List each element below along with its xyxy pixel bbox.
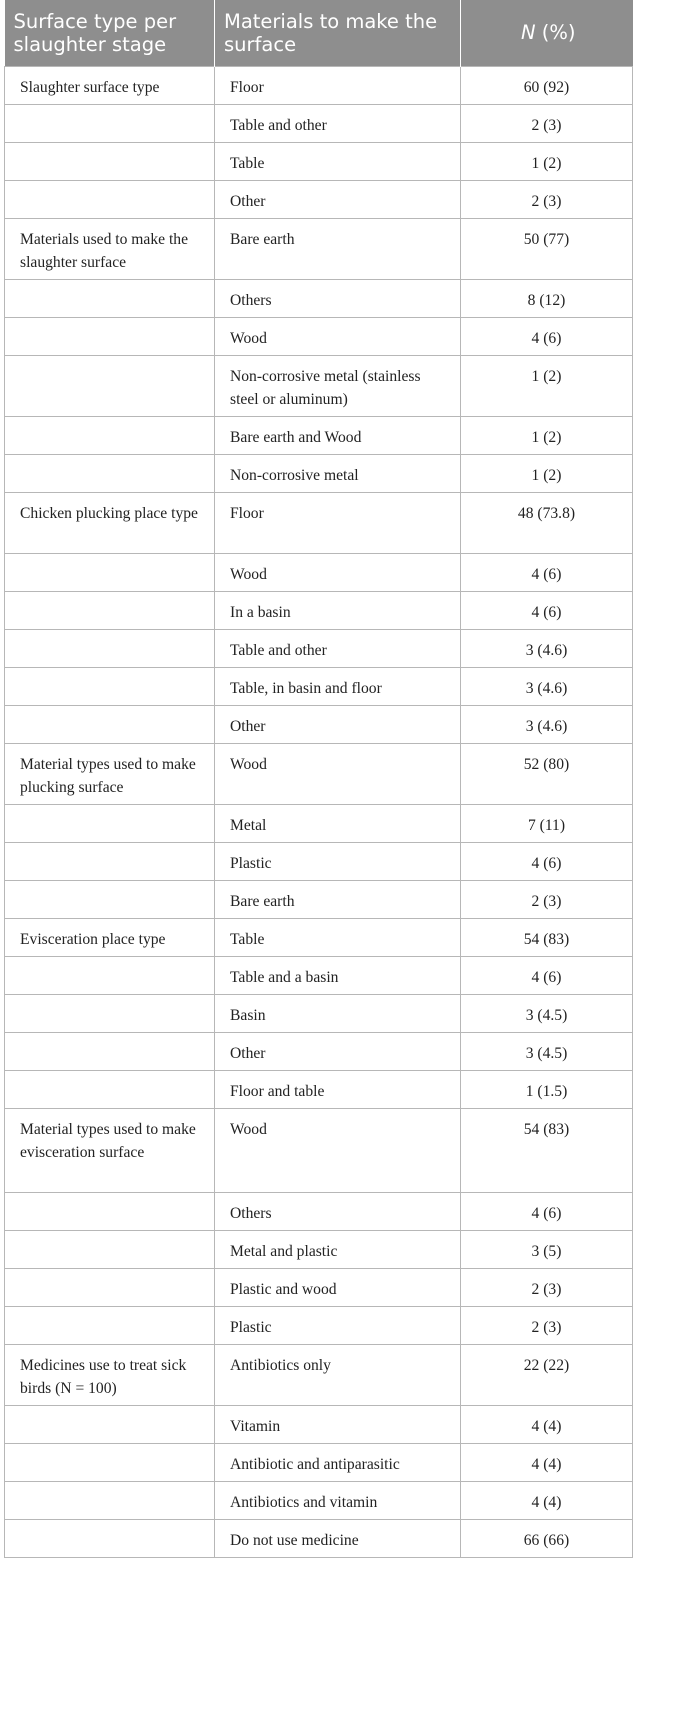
category-cell [5,355,215,416]
header-n-percent [461,0,633,66]
material-cell: Floor and table [215,1070,461,1108]
material-cell: Other [215,1032,461,1070]
material-cell: Antibiotic and antiparasitic [215,1443,461,1481]
category-cell [5,591,215,629]
table-row [5,804,633,842]
category-cell: Materials used to make the slaughter surface [5,218,215,279]
n-percent-cell: 3 (4.6) [461,629,633,667]
material-cell: In a basin [215,591,461,629]
material-cell: Others [215,279,461,317]
n-percent-cell: 54 (83) [461,1108,633,1192]
material-cell: Table, in basin and floor [215,667,461,705]
table-row [5,880,633,918]
table-header-row [5,0,633,66]
category-cell [5,804,215,842]
material-cell: Vitamin [215,1405,461,1443]
table-row [5,1268,633,1306]
n-percent-cell: 4 (6) [461,591,633,629]
category-cell [5,180,215,218]
table-body [5,66,633,1557]
n-percent-cell: 60 (92) [461,66,633,104]
material-cell: Other [215,705,461,743]
material-cell: Non-corrosive metal [215,454,461,492]
material-cell: Wood [215,743,461,804]
category-cell [5,994,215,1032]
table-row [5,1192,633,1230]
table-row [5,705,633,743]
material-cell: Antibiotics only [215,1344,461,1405]
category-cell [5,142,215,180]
material-cell: Floor [215,66,461,104]
category-cell [5,1405,215,1443]
n-percent-cell: 3 (4.5) [461,1032,633,1070]
table-row [5,591,633,629]
n-percent-cell: 7 (11) [461,804,633,842]
category-cell [5,279,215,317]
table-row [5,743,633,804]
table-row [5,66,633,104]
category-cell: Evisceration place type [5,918,215,956]
n-percent-cell: 52 (80) [461,743,633,804]
table-row [5,142,633,180]
table-row [5,355,633,416]
n-percent-cell: 4 (6) [461,956,633,994]
n-percent-cell: 4 (4) [461,1443,633,1481]
table-row [5,1481,633,1519]
material-cell: Table [215,142,461,180]
material-cell: Bare earth and Wood [215,416,461,454]
header-n-symbol: N [520,21,536,45]
material-cell: Wood [215,317,461,355]
material-cell: Metal [215,804,461,842]
table-row [5,1405,633,1443]
table-row [5,180,633,218]
table-row [5,1070,633,1108]
n-percent-cell: 4 (6) [461,553,633,591]
n-percent-cell: 3 (4.6) [461,705,633,743]
table-row [5,1443,633,1481]
category-cell: Slaughter surface type [5,66,215,104]
n-percent-cell: 1 (1.5) [461,1070,633,1108]
material-cell: Table and other [215,629,461,667]
n-percent-cell: 4 (4) [461,1405,633,1443]
category-cell [5,317,215,355]
table-row [5,918,633,956]
material-cell: Basin [215,994,461,1032]
n-percent-cell: 3 (5) [461,1230,633,1268]
category-cell: Material types used to make evisceration surface [5,1108,215,1192]
table-row [5,492,633,553]
table-row [5,1344,633,1405]
table-row [5,667,633,705]
table-row [5,218,633,279]
n-percent-cell: 2 (3) [461,104,633,142]
header-percent-label: (%) [535,21,576,45]
table-row [5,994,633,1032]
n-percent-cell: 1 (2) [461,454,633,492]
category-cell: Chicken plucking place type [5,492,215,553]
table-row [5,842,633,880]
n-percent-cell: 8 (12) [461,279,633,317]
n-percent-cell: 2 (3) [461,1268,633,1306]
material-cell: Table and a basin [215,956,461,994]
n-percent-cell: 4 (4) [461,1481,633,1519]
category-cell [5,1070,215,1108]
n-percent-cell: 3 (4.6) [461,667,633,705]
material-cell: Do not use medicine [215,1519,461,1557]
category-cell [5,1519,215,1557]
category-cell [5,1268,215,1306]
n-percent-cell: 1 (2) [461,142,633,180]
category-cell [5,454,215,492]
n-percent-cell: 4 (6) [461,317,633,355]
material-cell: Bare earth [215,218,461,279]
material-cell: Others [215,1192,461,1230]
category-cell [5,667,215,705]
category-cell [5,629,215,667]
n-percent-cell: 1 (2) [461,416,633,454]
category-cell [5,705,215,743]
category-cell [5,1032,215,1070]
material-cell: Other [215,180,461,218]
category-cell: Material types used to make plucking surface [5,743,215,804]
category-cell [5,1443,215,1481]
table-row [5,1108,633,1192]
table-row [5,279,633,317]
header-surface-type: Surface type per slaughter stage [5,0,215,66]
category-cell [5,956,215,994]
category-cell [5,1306,215,1344]
n-percent-cell: 22 (22) [461,1344,633,1405]
n-percent-cell: 4 (6) [461,1192,633,1230]
category-cell [5,880,215,918]
material-cell: Metal and plastic [215,1230,461,1268]
header-materials: Materials to make the surface [215,0,461,66]
table-row [5,629,633,667]
category-cell [5,104,215,142]
category-cell [5,1481,215,1519]
n-percent-cell: 2 (3) [461,1306,633,1344]
table-row [5,553,633,591]
material-cell: Plastic [215,1306,461,1344]
table-row [5,454,633,492]
category-cell [5,1230,215,1268]
category-cell: Medicines use to treat sick birds (N = 100) [5,1344,215,1405]
material-cell: Wood [215,553,461,591]
table-row [5,416,633,454]
material-cell: Table [215,918,461,956]
material-cell: Non-corrosive metal (stainless steel or aluminum) [215,355,461,416]
material-cell: Antibiotics and vitamin [215,1481,461,1519]
table-row [5,317,633,355]
n-percent-cell: 54 (83) [461,918,633,956]
table-row [5,956,633,994]
n-percent-cell: 50 (77) [461,218,633,279]
category-cell [5,1192,215,1230]
n-percent-cell: 3 (4.5) [461,994,633,1032]
material-cell: Table and other [215,104,461,142]
n-percent-cell: 66 (66) [461,1519,633,1557]
table-row [5,1519,633,1557]
category-cell [5,842,215,880]
material-cell: Floor [215,492,461,553]
material-cell: Plastic and wood [215,1268,461,1306]
category-cell [5,416,215,454]
table-row [5,1230,633,1268]
category-cell [5,553,215,591]
table-row [5,1306,633,1344]
material-cell: Bare earth [215,880,461,918]
table-row [5,104,633,142]
n-percent-cell: 2 (3) [461,180,633,218]
material-cell: Plastic [215,842,461,880]
data-table [4,0,633,1558]
n-percent-cell: 48 (73.8) [461,492,633,553]
table-row [5,1032,633,1070]
n-percent-cell: 1 (2) [461,355,633,416]
material-cell: Wood [215,1108,461,1192]
n-percent-cell: 2 (3) [461,880,633,918]
n-percent-cell: 4 (6) [461,842,633,880]
